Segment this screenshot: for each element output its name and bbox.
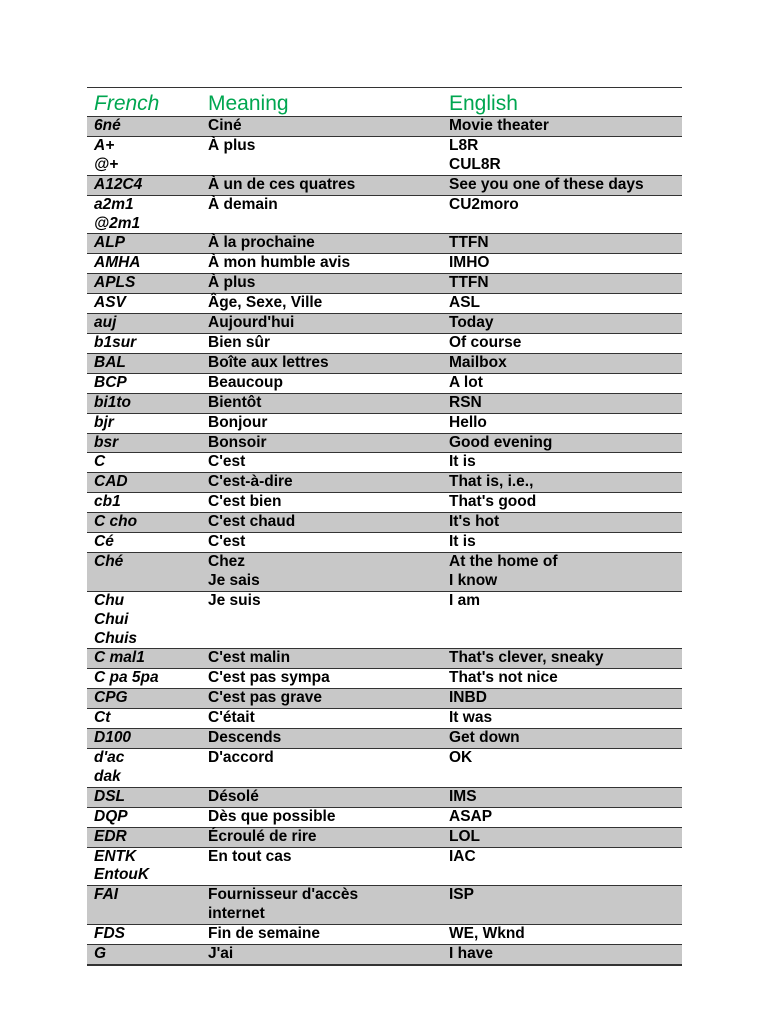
french-text: Ct [94,709,111,727]
table-row [87,553,682,592]
french-cell [87,945,208,964]
meaning-cell [208,314,449,333]
meaning-text: À demain [208,195,278,213]
meaning-text: Bonjour [208,413,268,431]
meaning-text: C'est bien [208,493,282,511]
meaning-text: Ciné [208,117,242,134]
french-cell [87,254,208,273]
meaning-cell [208,513,449,532]
french-text: FAI [94,886,119,904]
meaning-text: Beaucoup [208,373,283,391]
french-cell [87,788,208,807]
french-text: CAD [94,473,128,491]
meaning-text: J'ai [208,945,234,963]
english-text: ASAP [449,807,493,825]
table-row [87,669,682,689]
meaning-text: Âge, Sexe, Ville [208,294,323,312]
french-cell [87,669,208,688]
english-cell [449,493,682,512]
english-text: It's hot [449,513,500,531]
english-text: It is [449,533,476,551]
table-row [87,886,682,925]
french-cell [87,729,208,748]
meaning-cell [208,729,449,748]
english-text: I am [449,591,481,609]
english-text: RSN [449,393,482,411]
table-row [87,254,682,274]
french-cell [87,473,208,492]
meaning-cell [208,137,449,175]
meaning-text: Je suis [208,591,261,609]
meaning-text: À mon humble avis [208,254,351,272]
meaning-cell [208,473,449,492]
french-text: BCP [94,373,127,391]
french-text: 6né [94,117,121,134]
meaning-text: À un de ces quatres [208,175,356,193]
table-row [87,314,682,334]
french-cell [87,294,208,313]
english-cell [449,394,682,413]
meaning-cell [208,808,449,827]
meaning-text: Chez [208,552,246,570]
french-text: @+ [94,155,119,173]
english-text: OK [449,749,473,766]
french-text: bjr [94,413,114,431]
meaning-text: C'est [208,533,246,551]
meaning-cell [208,493,449,512]
english-text: That's clever, sneaky [449,649,604,667]
english-cell [449,137,682,175]
meaning-cell [208,254,449,273]
english-cell [449,592,682,649]
table-row [87,414,682,434]
meaning-text: Bonsoir [208,433,267,451]
french-cell [87,513,208,532]
table-row [87,394,682,414]
meaning-text: Bien sûr [208,333,271,351]
french-cell [87,117,208,136]
english-text: IMS [449,787,477,805]
french-text: ASV [94,294,126,312]
french-cell [87,453,208,472]
french-cell [87,886,208,924]
english-cell [449,117,682,136]
meaning-cell [208,553,449,591]
french-text: a2m1 [94,195,134,213]
meaning-cell [208,669,449,688]
english-text: IMHO [449,254,490,272]
english-text: ISP [449,886,474,904]
english-cell [449,788,682,807]
english-text: Hello [449,413,487,431]
english-text: TTFN [449,274,489,292]
french-cell [87,749,208,787]
french-cell [87,828,208,847]
english-text: Get down [449,729,520,747]
english-text: LOL [449,827,480,845]
meaning-cell [208,709,449,728]
table-row [87,354,682,374]
english-cell [449,473,682,492]
table-row [87,709,682,729]
meaning-text: C'est [208,453,246,471]
meaning-cell [208,117,449,136]
table-row [87,925,682,945]
meaning-cell [208,788,449,807]
meaning-text: À la prochaine [208,234,315,252]
english-text: Today [449,314,494,332]
table-header [87,88,682,117]
table-row [87,453,682,473]
french-cell [87,414,208,433]
table-row [87,274,682,294]
meaning-cell [208,394,449,413]
french-text: DQP [94,807,128,825]
english-text: ASL [449,294,480,312]
english-text: IAC [449,847,476,865]
english-text: CU2moro [449,195,519,213]
header-french: French [94,92,160,115]
english-cell [449,176,682,195]
french-text: dak [94,767,121,785]
french-cell [87,808,208,827]
french-text: FDS [94,925,125,943]
english-cell [449,234,682,253]
table-row [87,729,682,749]
meaning-text: Dès que possible [208,807,336,825]
meaning-cell [208,196,449,234]
french-cell [87,334,208,353]
french-text: A12C4 [94,175,143,193]
french-cell [87,394,208,413]
english-cell [449,314,682,333]
meaning-text: Fin de semaine [208,925,320,943]
meaning-text: À plus [208,136,256,154]
meaning-text: Écroulé de rire [208,827,317,845]
french-cell [87,176,208,195]
french-cell [87,234,208,253]
english-cell [449,848,682,886]
english-cell [449,254,682,273]
english-text: Movie theater [449,117,549,134]
table-row [87,788,682,808]
french-text: EDR [94,827,127,845]
meaning-cell [208,414,449,433]
meaning-text: C'est chaud [208,513,296,531]
english-cell [449,434,682,453]
table-row [87,649,682,669]
english-cell [449,925,682,944]
english-cell [449,709,682,728]
english-cell [449,374,682,393]
meaning-cell [208,689,449,708]
english-text: A lot [449,373,483,391]
meaning-text: C'est pas grave [208,689,322,707]
english-text: I know [449,571,498,589]
table-row [87,513,682,533]
table-row [87,592,682,650]
meaning-cell [208,886,449,924]
french-text: ALP [94,234,125,252]
french-text: bsr [94,433,119,451]
meaning-text: Je sais [208,571,260,589]
meaning-text: C'est malin [208,649,291,667]
meaning-cell [208,945,449,964]
table-row [87,434,682,454]
table-row [87,137,682,176]
french-text: DSL [94,787,125,805]
french-cell [87,434,208,453]
french-cell [87,592,208,649]
meaning-text: D'accord [208,749,274,766]
table-row [87,117,682,137]
english-cell [449,945,682,964]
french-text: Chu [94,591,125,609]
french-cell [87,137,208,175]
french-text: APLS [94,274,136,292]
english-cell [449,808,682,827]
meaning-cell [208,453,449,472]
french-cell [87,848,208,886]
meaning-text: Fournisseur d'accès [208,886,359,904]
table-row [87,689,682,709]
french-text: BAL [94,353,126,371]
meaning-cell [208,434,449,453]
english-text: At the home of [449,552,558,570]
french-cell [87,553,208,591]
english-text: That is, i.e., [449,473,534,491]
french-cell [87,374,208,393]
english-text: Good evening [449,433,553,451]
english-text: That's good [449,493,537,511]
english-text: INBD [449,689,487,707]
english-cell [449,533,682,552]
table-row [87,374,682,394]
meaning-cell [208,176,449,195]
french-text: bi1to [94,393,132,411]
english-cell [449,414,682,433]
english-text: L8R [449,136,479,154]
meaning-text: En tout cas [208,847,292,865]
table-row [87,196,682,235]
french-cell [87,925,208,944]
english-cell [449,294,682,313]
table-row [87,749,682,788]
english-text: It was [449,709,493,727]
english-cell [449,749,682,787]
meaning-cell [208,749,449,787]
table-row [87,334,682,354]
english-cell [449,649,682,668]
french-text: C [94,453,106,471]
english-cell [449,196,682,234]
english-cell [449,729,682,748]
english-cell [449,274,682,293]
english-cell [449,886,682,924]
meaning-text: Aujourd'hui [208,314,295,332]
meaning-text: Désolé [208,787,259,805]
header-english: English [449,92,518,115]
table-body [87,117,682,965]
french-text: Chui [94,610,129,628]
french-text: auj [94,314,117,332]
glossary-table [87,87,682,966]
english-cell [449,334,682,353]
english-text: See you one of these days [449,175,644,193]
french-cell [87,709,208,728]
french-cell [87,689,208,708]
french-text: D100 [94,729,132,747]
english-text: WE, Wknd [449,925,525,943]
meaning-text: C'est-à-dire [208,473,293,491]
table-row [87,828,682,848]
english-text: That's not nice [449,669,558,687]
french-text: d'ac [94,749,125,766]
english-cell [449,453,682,472]
french-cell [87,196,208,234]
french-text: CPG [94,689,128,707]
meaning-cell [208,925,449,944]
french-text: EntouK [94,866,150,884]
english-cell [449,828,682,847]
header-meaning: Meaning [208,92,289,115]
english-cell [449,553,682,591]
french-text: ENTK [94,847,137,865]
meaning-text: Bientôt [208,393,262,411]
meaning-cell [208,374,449,393]
english-text: It is [449,453,476,471]
french-text: cb1 [94,493,121,511]
french-text: AMHA [94,254,141,272]
french-text: G [94,945,107,963]
french-text: Ché [94,552,124,570]
english-cell [449,669,682,688]
meaning-text: À plus [208,274,256,292]
french-text: Chuis [94,629,138,647]
table-row [87,848,682,887]
meaning-text: C'est pas sympa [208,669,330,687]
english-cell [449,354,682,373]
english-text: Of course [449,333,522,351]
french-text: b1sur [94,333,137,351]
english-cell [449,513,682,532]
meaning-text: C'était [208,709,255,727]
meaning-text: Descends [208,729,282,747]
table-row [87,533,682,553]
french-cell [87,274,208,293]
meaning-cell [208,533,449,552]
meaning-cell [208,848,449,886]
meaning-cell [208,294,449,313]
meaning-cell [208,274,449,293]
english-text: Mailbox [449,353,507,371]
french-text: Cé [94,533,114,551]
french-text: C pa 5pa [94,669,159,687]
table-row [87,176,682,196]
meaning-text: internet [208,905,265,923]
table-row [87,808,682,828]
english-cell [449,689,682,708]
meaning-cell [208,649,449,668]
english-text: I have [449,945,493,963]
meaning-cell [208,334,449,353]
meaning-cell [208,234,449,253]
french-cell [87,354,208,373]
table-row [87,473,682,493]
meaning-cell [208,354,449,373]
table-row [87,493,682,513]
french-text: @2m1 [94,214,141,232]
english-text: CUL8R [449,155,501,173]
table-row [87,945,682,965]
table-row [87,234,682,254]
french-cell [87,533,208,552]
meaning-text: Boîte aux lettres [208,353,329,371]
french-text: C cho [94,513,138,531]
french-cell [87,314,208,333]
french-text: A+ [94,136,115,154]
table-row [87,294,682,314]
english-text: TTFN [449,234,489,252]
french-cell [87,649,208,668]
meaning-cell [208,828,449,847]
french-text: C mal1 [94,649,145,667]
french-cell [87,493,208,512]
meaning-cell [208,592,449,649]
